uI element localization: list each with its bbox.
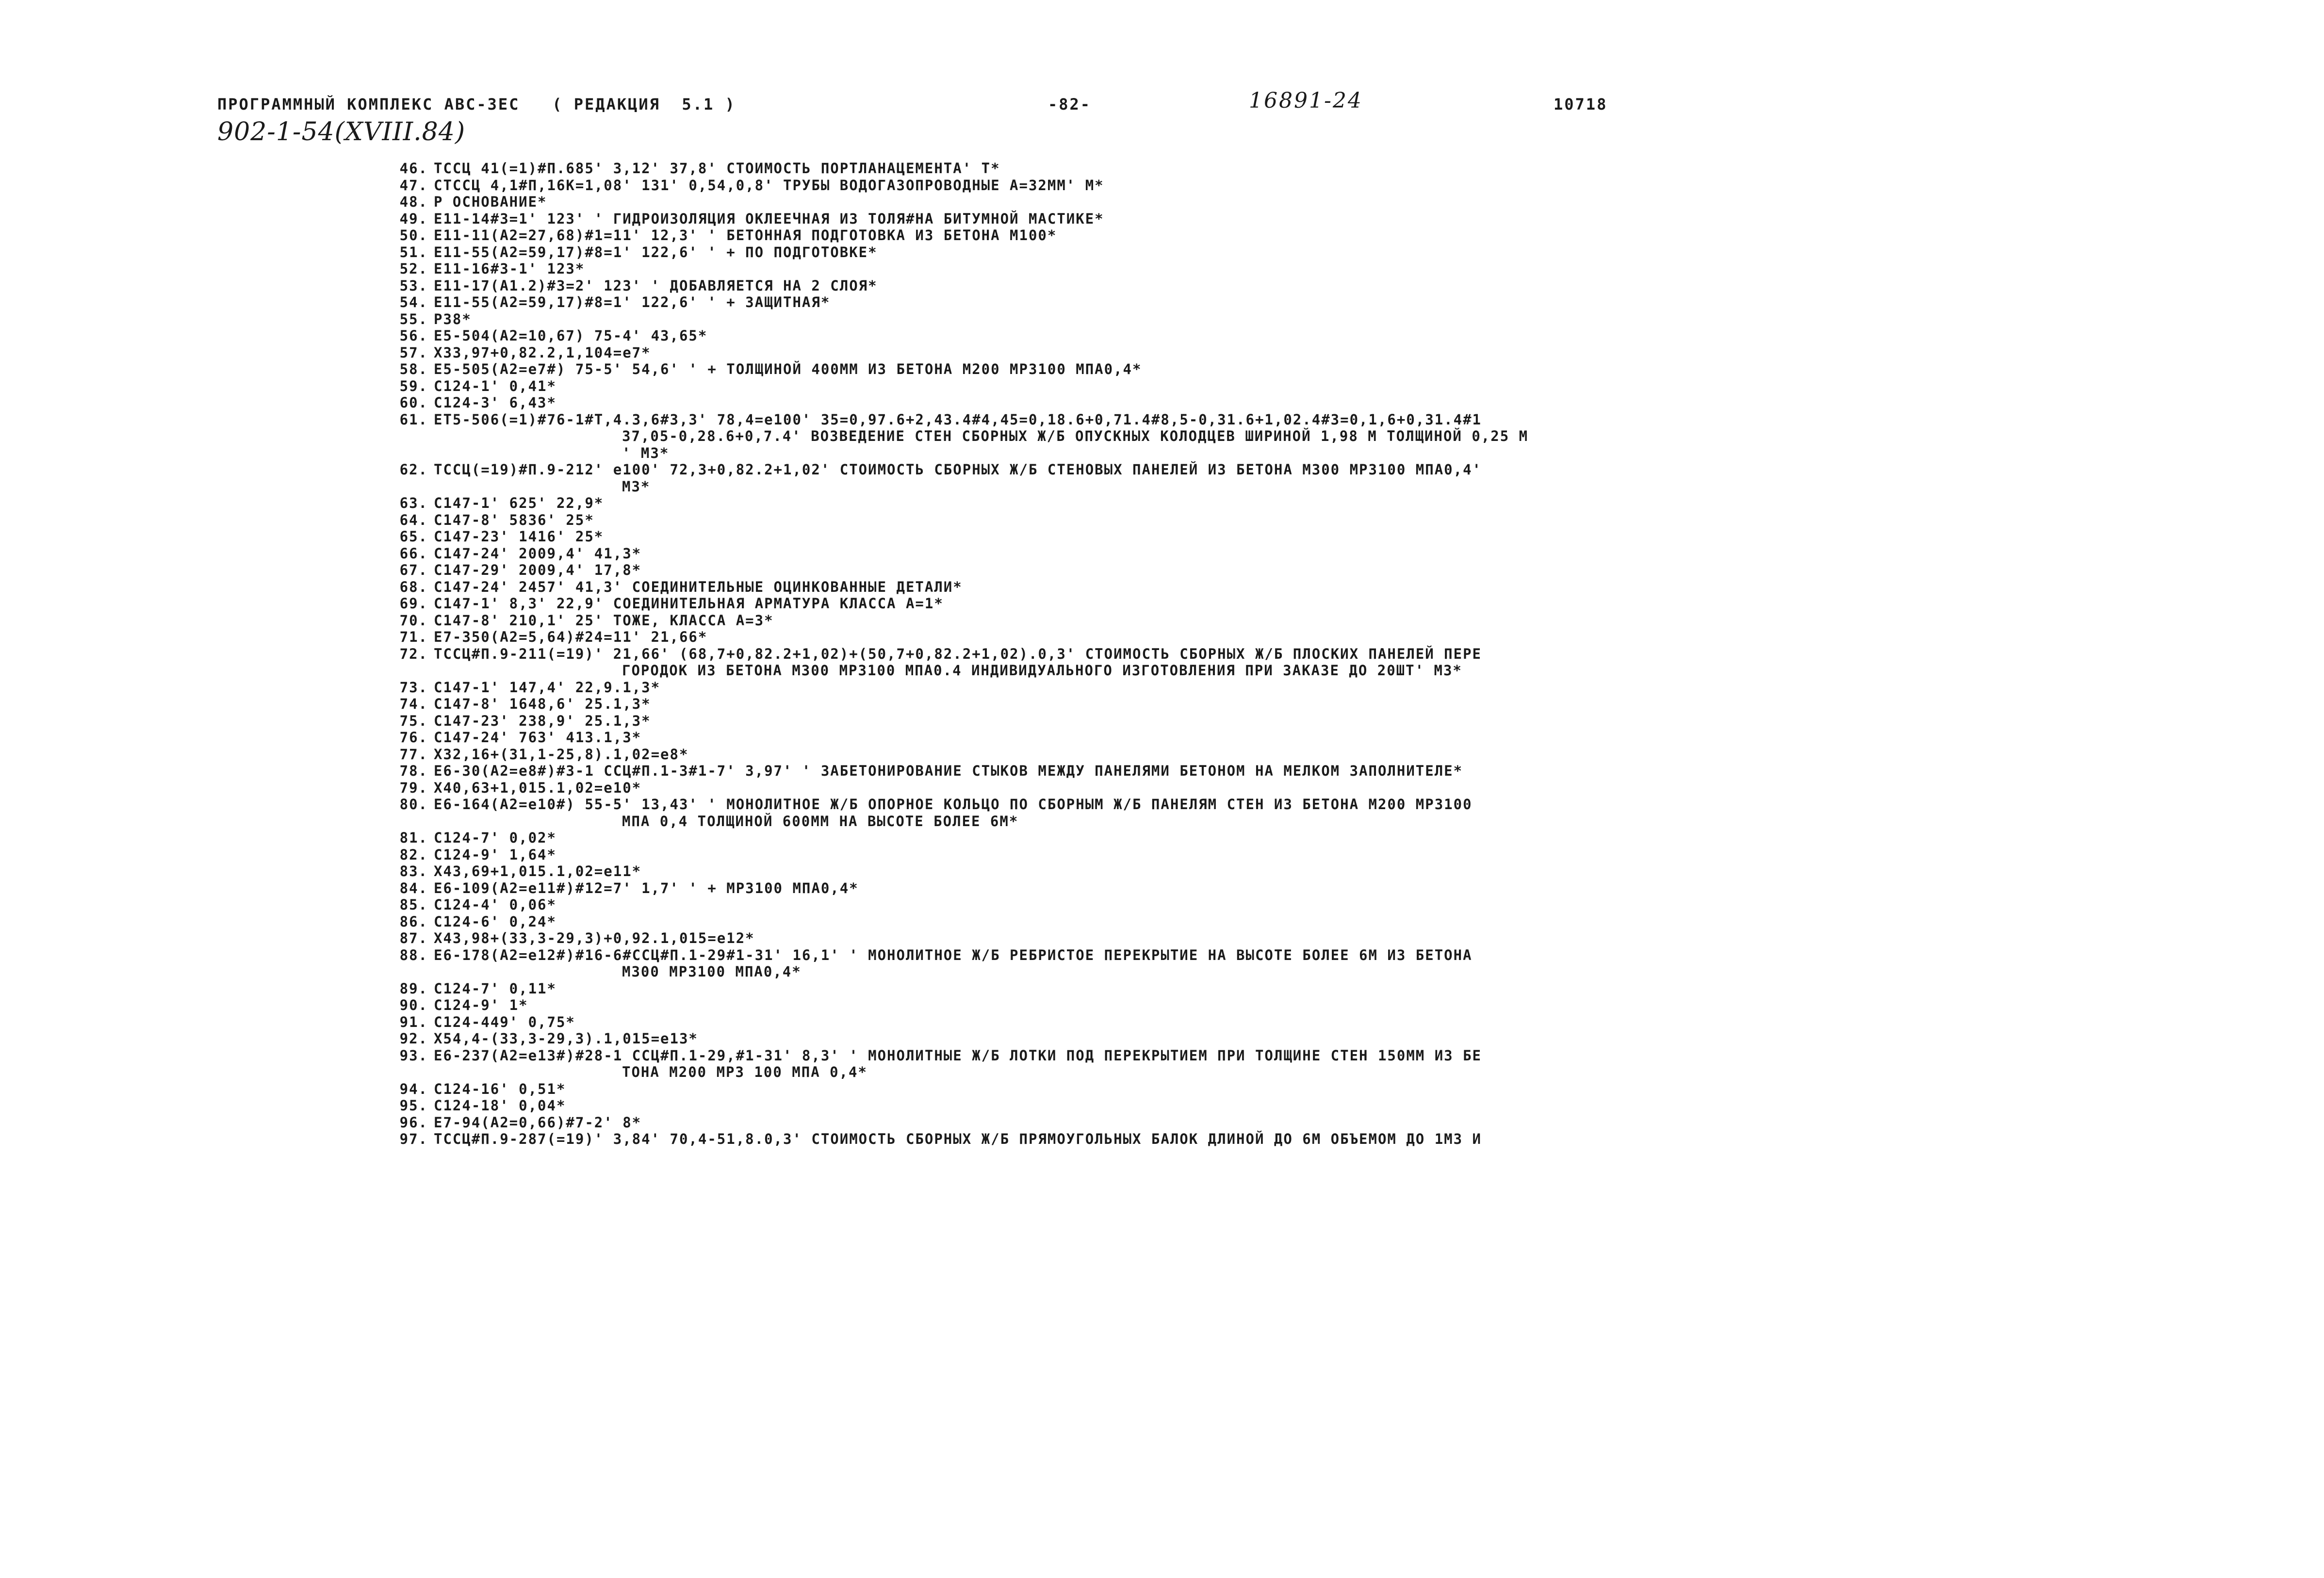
- handwritten-project-title: 902-1-54(XVIII.84): [217, 117, 466, 146]
- listing-continuation: 37,05-0,28.6+0,7.4' ВОЗВЕДЕНИЕ СТЕН СБОРНЫХ Ж/Б ОПУСКНЫХ КОЛОДЦЕВ ШИРИНОЙ 1,98 М ТОЛЩИНОЙ 0,25 М: [622, 428, 1529, 444]
- listing-line: [379, 361, 2310, 378]
- listing-line: [379, 1030, 2310, 1047]
- line-number: 60.: [399, 394, 428, 411]
- listing-line: [379, 997, 2310, 1014]
- listing-line: [379, 294, 2310, 311]
- listing-continuation: ТОНА М200 МР3 100 МПА 0,4*: [622, 1064, 867, 1080]
- listing-line: [379, 227, 2310, 244]
- listing-line: [379, 1047, 2310, 1064]
- line-number: 56.: [399, 327, 428, 344]
- listing-line: [379, 194, 2310, 211]
- line-number: 55.: [399, 310, 428, 327]
- line-number: 84.: [399, 879, 428, 896]
- line-number: 90.: [399, 997, 428, 1013]
- line-number: 85.: [399, 896, 428, 913]
- line-text: Х32,16+(31,1-25,8).1,02=е8*: [434, 746, 689, 763]
- line-text: Х54,4-(33,3-29,3).1,015=е13*: [434, 1030, 698, 1047]
- line-text: СТССЦ 4,1#П,16К=1,08' 131' 0,54,0,8' ТРУБЫ ВОДОГАЗОПРОВОДНЫЕ А=32ММ' М*: [434, 177, 1104, 194]
- line-text: Е11-11(А2=27,68)#1=11' 12,3' ' БЕТОННАЯ ПОДГОТОВКА ИЗ БЕТОНА М100*: [434, 227, 1057, 244]
- line-number: 88.: [399, 946, 428, 963]
- listing-continuation: ГОРОДОК ИЗ БЕТОНА М300 МР3100 МПА0.4 ИНДИВИДУАЛЬНОГО ИЗГОТОВЛЕНИЯ ПРИ ЗАКАЗЕ ДО 20ШТ' М3*: [622, 662, 1462, 679]
- listing-line: [379, 378, 2310, 395]
- line-number: 87.: [399, 930, 428, 946]
- line-text: Х40,63+1,015.1,02=е10*: [434, 779, 642, 796]
- line-text: Р38*: [434, 310, 472, 327]
- listing-line: [379, 679, 2310, 696]
- line-number: 95.: [399, 1097, 428, 1114]
- line-text: Е6-237(А2=е13#)#28-1 ССЦ#П.1-29,#1-31' 8,3' ' МОНОЛИТНЫЕ Ж/Б ЛОТКИ ПОД ПЕРЕКРЫТИЕМ ПРИ ТОЛЩИНЕ СТЕН 150ММ ИЗ БЕ: [434, 1047, 1482, 1064]
- line-text: Е11-55(А2=59,17)#8=1' 122,6' ' + ПО ПОДГОТОВКЕ*: [434, 244, 878, 260]
- listing-line: [379, 980, 2310, 997]
- listing-line: [379, 863, 2310, 880]
- listing-line: [379, 177, 2310, 194]
- line-text: С147-23' 1416' 25*: [434, 528, 604, 545]
- listing-line: [379, 780, 2310, 797]
- line-text: С124-4' 0,06*: [434, 896, 556, 913]
- program-header: ПРОГРАММНЫЙ КОМПЛЕКС АВС-ЗЕС ( РЕДАКЦИЯ 5.1 ): [217, 95, 736, 114]
- handwritten-sheet-number: 16891-24: [1249, 88, 1363, 113]
- line-text: С124-16' 0,51*: [434, 1080, 566, 1097]
- listing-line: [379, 244, 2310, 261]
- listing-line: [379, 729, 2310, 746]
- listing-line: [379, 562, 2310, 579]
- listing-line: [379, 394, 2310, 411]
- line-text: ТССЦ#П.9-211(=19)' 21,66' (68,7+0,82.2+1,02)+(50,7+0,82.2+1,02).0,3' СТОИМОСТЬ СБОРНЫХ Ж/Б ПЛОСКИХ ПАНЕЛЕЙ ПЕРЕ: [434, 645, 1482, 662]
- line-text: С124-7' 0,11*: [434, 980, 556, 997]
- line-text: С147-1' 147,4' 22,9.1,3*: [434, 679, 661, 696]
- line-text: С147-24' 2009,4' 41,3*: [434, 545, 642, 562]
- line-number: 93.: [399, 1047, 428, 1064]
- line-text: ЕТ5-506(=1)#76-1#Т,4.3,6#3,3' 78,4=е100' 35=0,97.6+2,43.4#4,45=0,18.6+0,71.4#8,5-0,31.6+1,02.4#3=0,1,6+0,31.4#1: [434, 411, 1482, 428]
- line-text: ТССЦ(=19)#П.9-212' е100' 72,3+0,82.2+1,02' СТОИМОСТЬ СБОРНЫХ Ж/Б СТЕНОВЫХ ПАНЕЛЕЙ ИЗ БЕТОНА М300 МР3100 МПА0,4': [434, 461, 1482, 478]
- line-number: 94.: [399, 1080, 428, 1097]
- line-text: Е5-504(А2=10,67) 75-4' 43,65*: [434, 327, 708, 344]
- listing-line: [379, 1097, 2310, 1114]
- listing-line: [379, 646, 2310, 663]
- listing-continuation: М300 МР3100 МПА0,4*: [622, 963, 802, 980]
- listing-line: [379, 830, 2310, 846]
- line-number: 72.: [399, 645, 428, 662]
- listing-line: [379, 311, 2310, 328]
- line-text: Х43,98+(33,3-29,3)+0,92.1,015=е12*: [434, 930, 755, 946]
- line-number: 65.: [399, 528, 428, 545]
- line-number: 67.: [399, 562, 428, 578]
- line-text: Е7-350(А2=5,64)#24=11' 21,66*: [434, 629, 708, 645]
- line-text: Е6-109(А2=е11#)#12=7' 1,7' ' + МР3100 МПА0,4*: [434, 879, 859, 896]
- line-text: С147-24' 763' 413.1,3*: [434, 729, 642, 746]
- line-number: 63.: [399, 495, 428, 511]
- listing-line: [379, 896, 2310, 913]
- line-text: С124-449' 0,75*: [434, 1013, 575, 1030]
- listing-line: [379, 579, 2310, 596]
- listing-continuation: М3*: [622, 478, 651, 495]
- line-text: Х43,69+1,015.1,02=е11*: [434, 863, 642, 879]
- line-text: Е11-17(А1.2)#3=2' 123' ' ДОБАВЛЯЕТСЯ НА 2 СЛОЯ*: [434, 277, 878, 294]
- line-text: С147-1' 8,3' 22,9' СОЕДИНИТЕЛЬНАЯ АРМАТУРА КЛАССА А=1*: [434, 595, 944, 612]
- line-number: 54.: [399, 294, 428, 310]
- listing-line: [379, 277, 2310, 294]
- listing-line: [379, 1114, 2310, 1131]
- line-number: 64.: [399, 511, 428, 528]
- line-text: С124-9' 1,64*: [434, 846, 556, 863]
- line-text: С124-6' 0,24*: [434, 913, 556, 930]
- line-number: 83.: [399, 863, 428, 879]
- program-listing: [379, 160, 2310, 1148]
- line-number: 46.: [399, 160, 428, 177]
- document-code: 10718: [1554, 95, 1608, 114]
- line-number: 86.: [399, 913, 428, 930]
- line-number: 52.: [399, 260, 428, 277]
- listing-line: [379, 495, 2310, 512]
- listing-line: [379, 461, 2310, 478]
- line-text: Е11-14#3=1' 123' ' ГИДРОИЗОЛЯЦИЯ ОКЛЕЕЧНАЯ ИЗ ТОЛЯ#НА БИТУМНОЙ МАСТИКЕ*: [434, 210, 1104, 227]
- line-text: С124-7' 0,02*: [434, 830, 556, 846]
- listing-line: [379, 913, 2310, 930]
- line-number: 50.: [399, 227, 428, 244]
- line-text: Е6-164(А2=е10#) 55-5' 13,43' ' МОНОЛИТНОЕ Ж/Б ОПОРНОЕ КОЛЬЦО ПО СБОРНЫМ Ж/Б ПАНЕЛЯМ СТЕН ИЗ БЕТОНА М200 МР3100: [434, 796, 1473, 813]
- line-text: ТССЦ 41(=1)#П.685' 3,12' 37,8' СТОИМОСТЬ ПОРТЛАНАЦЕМЕНТА' Т*: [434, 160, 1000, 177]
- listing-line: [379, 846, 2310, 863]
- line-text: Е11-16#3-1' 123*: [434, 260, 585, 277]
- listing-line: [379, 746, 2310, 763]
- line-number: 78.: [399, 763, 428, 779]
- line-number: 61.: [399, 411, 428, 428]
- listing-line: [379, 612, 2310, 629]
- line-text: С147-23' 238,9' 25.1,3*: [434, 712, 651, 729]
- listing-line: [379, 260, 2310, 277]
- line-text: С124-1' 0,41*: [434, 377, 556, 394]
- line-text: Е7-94(А2=0,66)#7-2' 8*: [434, 1114, 642, 1131]
- line-number: 96.: [399, 1114, 428, 1131]
- listing-line: [379, 344, 2310, 361]
- line-number: 51.: [399, 244, 428, 260]
- listing-continuation: МПА 0,4 ТОЛЩИНОЙ 600ММ НА ВЫСОТЕ БОЛЕЕ 6М*: [622, 813, 1019, 830]
- line-text: ТССЦ#П.9-287(=19)' 3,84' 70,4-51,8.0,3' СТОИМОСТЬ СБОРНЫХ Ж/Б ПРЯМОУГОЛЬНЫХ БАЛОК ДЛИНОЙ ДО 6М ОБЪЕМОМ ДО 1М3 И: [434, 1131, 1482, 1147]
- listing-line: [379, 545, 2310, 562]
- line-text: Е5-505(А2=е7#) 75-5' 54,6' ' + ТОЛЩИНОЙ 400ММ ИЗ БЕТОНА М200 МР3100 МПА0,4*: [434, 361, 1142, 377]
- line-text: С147-1' 625' 22,9*: [434, 495, 604, 511]
- line-number: 57.: [399, 344, 428, 361]
- listing-line: [379, 1131, 2310, 1148]
- line-number: 92.: [399, 1030, 428, 1047]
- listing-continuation: ' М3*: [622, 444, 670, 461]
- listing-line: [379, 880, 2310, 897]
- line-number: 59.: [399, 377, 428, 394]
- listing-line: [379, 595, 2310, 612]
- line-number: 71.: [399, 629, 428, 645]
- line-text: С124-9' 1*: [434, 997, 528, 1013]
- listing-line: [379, 411, 2310, 428]
- line-number: 76.: [399, 729, 428, 746]
- line-text: Е6-30(А2=е8#)#3-1 ССЦ#П.1-3#1-7' 3,97' ' ЗАБЕТОНИРОВАНИЕ СТЫКОВ МЕЖДУ ПАНЕЛЯМИ БЕТОНОМ НА МЕЛКОМ ЗАПОЛНИТЕЛЕ*: [434, 763, 1463, 779]
- line-text: С147-8' 5836' 25*: [434, 511, 594, 528]
- line-number: 74.: [399, 696, 428, 712]
- line-number: 89.: [399, 980, 428, 997]
- line-number: 80.: [399, 796, 428, 813]
- line-number: 62.: [399, 461, 428, 478]
- line-number: 77.: [399, 746, 428, 763]
- line-number: 47.: [399, 177, 428, 194]
- listing-line: [379, 1081, 2310, 1098]
- listing-line: [379, 1014, 2310, 1031]
- line-text: Р ОСНОВАНИЕ*: [434, 194, 547, 210]
- line-text: С147-8' 210,1' 25' ТОЖЕ, КЛАССА А=3*: [434, 612, 774, 629]
- page-number: -82-: [1048, 95, 1092, 114]
- line-text: С147-8' 1648,6' 25.1,3*: [434, 696, 651, 712]
- line-number: 79.: [399, 779, 428, 796]
- line-number: 49.: [399, 210, 428, 227]
- line-number: 75.: [399, 712, 428, 729]
- line-number: 58.: [399, 361, 428, 377]
- line-number: 82.: [399, 846, 428, 863]
- listing-line: [379, 796, 2310, 813]
- line-number: 97.: [399, 1131, 428, 1147]
- listing-line: [379, 763, 2310, 780]
- line-number: 73.: [399, 679, 428, 696]
- listing-line: [379, 930, 2310, 947]
- line-number: 53.: [399, 277, 428, 294]
- listing-line: [379, 512, 2310, 529]
- line-text: С147-29' 2009,4' 17,8*: [434, 562, 642, 578]
- line-number: 81.: [399, 830, 428, 846]
- line-text: С124-3' 6,43*: [434, 394, 556, 411]
- line-number: 66.: [399, 545, 428, 562]
- listing-line: [379, 696, 2310, 713]
- line-number: 48.: [399, 194, 428, 210]
- line-text: Е6-178(А2=е12#)#16-6#ССЦ#П.1-29#1-31' 16,1' ' МОНОЛИТНОЕ Ж/Б РЕБРИСТОЕ ПЕРЕКРЫТИЕ НА ВЫСОТЕ БОЛЕЕ 6М ИЗ БЕТОНА: [434, 946, 1473, 963]
- listing-line: [379, 211, 2310, 228]
- listing-line: [379, 629, 2310, 646]
- line-number: 68.: [399, 578, 428, 595]
- listing-line: [379, 528, 2310, 545]
- line-text: С147-24' 2457' 41,3' СОЕДИНИТЕЛЬНЫЕ ОЦИНКОВАННЫЕ ДЕТАЛИ*: [434, 578, 963, 595]
- listing-line: [379, 947, 2310, 964]
- line-number: 69.: [399, 595, 428, 612]
- line-text: Х33,97+0,82.2,1,104=е7*: [434, 344, 651, 361]
- line-text: С124-18' 0,04*: [434, 1097, 566, 1114]
- line-number: 91.: [399, 1013, 428, 1030]
- listing-line: [379, 160, 2310, 177]
- listing-line: [379, 713, 2310, 730]
- line-text: Е11-55(А2=59,17)#8=1' 122,6' ' + ЗАЩИТНАЯ*: [434, 294, 831, 310]
- listing-line: [379, 327, 2310, 344]
- line-number: 70.: [399, 612, 428, 629]
